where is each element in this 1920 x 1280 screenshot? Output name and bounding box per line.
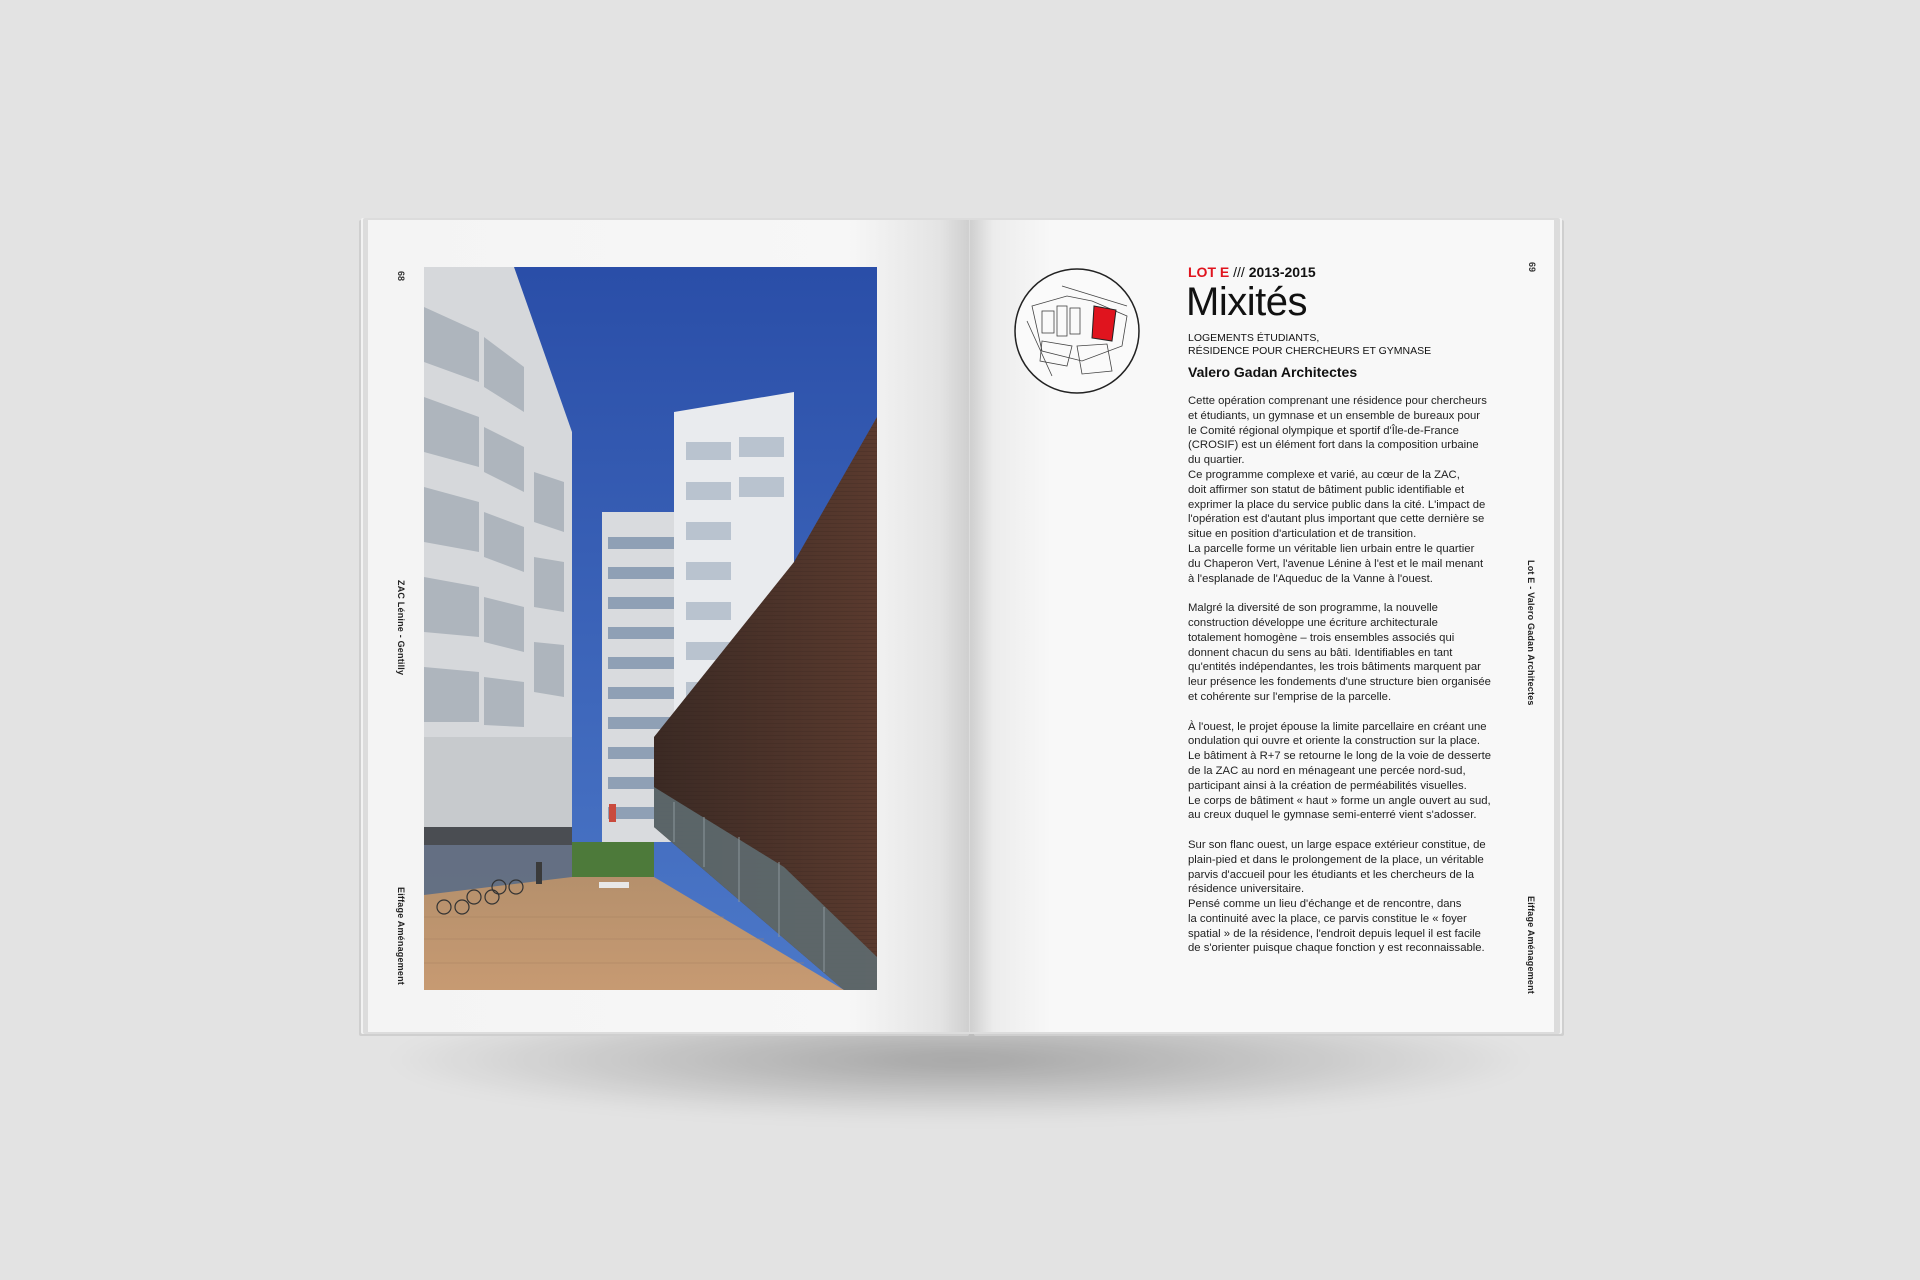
lot-separator: ///	[1229, 264, 1249, 280]
lot-heading	[1188, 264, 1316, 280]
lot-years: 2013-2015	[1248, 264, 1316, 280]
body-text	[1188, 394, 1508, 971]
paragraph: À l'ouest, le projet épouse la limite parcellaire en créant une ondulation qui ouvre et oriente la construction sur la place. Le bâtiment à R+7 se retourne le long de la voie de desserte de la ZAC au nord en ménageant une percée nord-sud, participant ainsi à la création de perméabilités visuelles. Le corps de bâtiment « haut » forme un angle ouvert au sud, au creux duquel le gymnase semi-enterré vient s'adosser.	[1188, 720, 1492, 822]
paragraph: Sur son flanc ouest, un large espace extérieur constitue, de plain-pied et dans le prolongement de la place, un véritable parvis d'accueil pour les étudiants et les chercheurs de la résidence universitaire. Pensé comme un lieu d'échange et de rencontre, dans la continuité avec la place, ce parvis constitue le « foyer spatial » de la résidence, l'endroit depuis lequel il est facile de s'orienter puisque chaque fonction y est reconnaissable.	[1188, 838, 1486, 955]
paragraph: Malgré la diversité de son programme, la nouvelle construction développe une écriture architecturale totalement homogène – trois ensembles associés qui donnent chacun du sens au bâti. Identifiables en tant qu'entités indépendantes, les trois bâtiments marquent par leur présence les fondements d'une structure bien organisée et cohérente sur l'emprise de la parcelle.	[1188, 602, 1491, 703]
paragraph: Cette opération comprenant une résidence pour chercheurs et étudiants, un gymnase et un ensemble de bureaux pour le Comité régional olympique et sportif d'Île-de-France (CROSIF) est un élément fort dans la composition urbaine du quartier. Ce programme complexe et varié, au cœur de la ZAC, doit affirmer son statut de bâtiment public identifiable et exprimer la place du service public dans la cité. L'impact de l'opération est d'autant plus important que cette dernière se situe en position d'articulation et de transition. La parcelle forme un véritable lien urbain entre le quartier du Chaperon Vert, l'avenue Lénine à l'est et le mail menant à l'esplanade de l'Aqueduc de la Vanne à l'ouest.	[1188, 395, 1487, 585]
trees	[572, 842, 654, 882]
subtitle-line-1: LOGEMENTS ÉTUDIANTS,	[1188, 332, 1320, 344]
architect-name: Valero Gadan Architectes	[1188, 364, 1358, 380]
left-page	[368, 220, 969, 1032]
site-plan-icon	[1012, 266, 1142, 396]
lot-label: LOT E	[1188, 264, 1230, 280]
left-page-number: 68	[396, 271, 406, 282]
page-title: Mixités	[1186, 280, 1307, 324]
right-page-number: 69	[1527, 262, 1537, 273]
building-photo	[424, 267, 877, 990]
left-publisher: Eiffage Aménagement	[396, 887, 406, 985]
subtitle-line-2: RÉSIDENCE POUR CHERCHEURS ET GYMNASE	[1188, 345, 1432, 357]
right-running-head: Lot E - Valero Gadan Architectes	[1526, 560, 1536, 706]
left-running-head: ZAC Lénine - Gentilly	[396, 580, 406, 676]
right-page	[970, 220, 1554, 1032]
right-publisher: Eiffage Aménagement	[1526, 896, 1536, 994]
pedestrian	[536, 862, 542, 884]
architecture-photo-illustration	[424, 267, 877, 990]
page-subtitle	[1188, 332, 1431, 358]
